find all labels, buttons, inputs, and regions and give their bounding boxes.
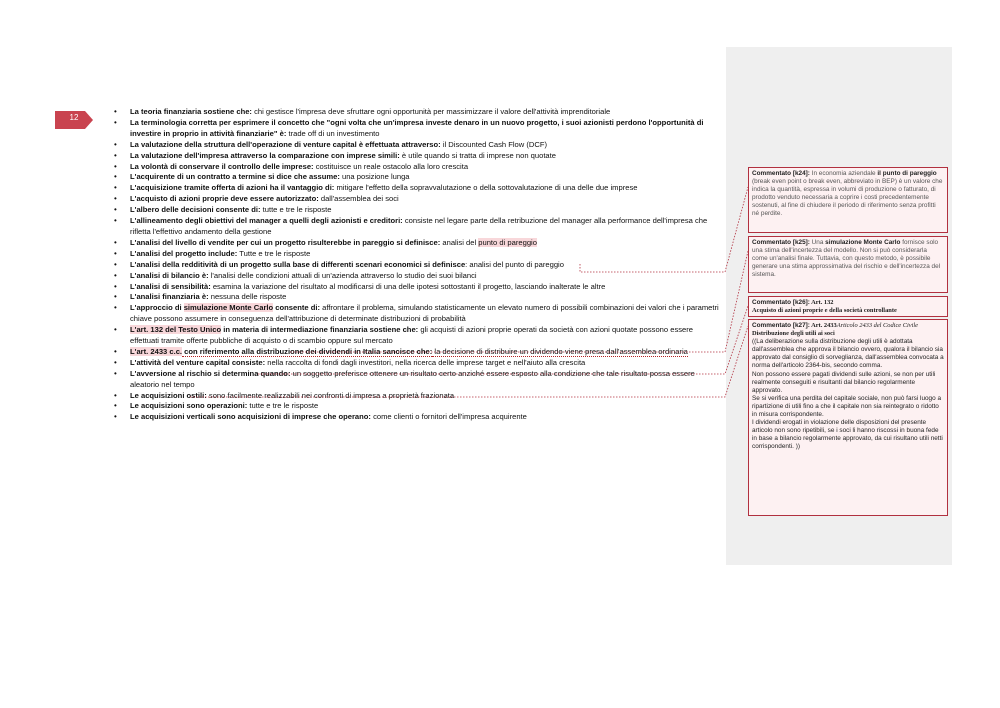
list-item: • Le acquisizioni ostili: sono facilmente realizzabili nei confronti di impresa a proprietà frazionata [114, 391, 720, 402]
list-item: • L'analisi del livello di vendite per cui un progetto risulterebbe in pareggio si definisce: analisi del punto di pareggio [114, 238, 720, 249]
list-item: • L'analisi della redditività di un progetto sulla base di differenti scenari economici si definisce: analisi del punto di pareggio [114, 260, 720, 271]
comment-k26[interactable]: Commentato [k26]: Art. 132 Acquisto di azioni proprie e della società controllante [748, 296, 948, 317]
comment-anchor-k27[interactable]: L'art. 2433 c.c. [130, 346, 183, 356]
list-item: • L'acquirente di un contratto a termine si dice che assume: una posizione lunga [114, 172, 720, 183]
list-item: • L'acquisto di azioni proprie deve essere autorizzato: dall'assemblea dei soci [114, 194, 720, 205]
list-item: • L'analisi finanziaria è: nessuna delle risposte [114, 292, 720, 303]
list-item: • Le acquisizioni sono operazioni: tutte e tre le risposte [114, 401, 720, 412]
list-item: • L'approccio di simulazione Monte Carlo consente di: affrontare il problema, simulando statisticamente un elevato numero di possibili combinazioni dei valori che i parametri chiave possono assumere in conseguenza dell'attribuzione di determinate distribuzioni di probabilità [114, 303, 720, 325]
comment-anchor-k25[interactable]: simulazione Monte Carlo [183, 303, 274, 313]
page-number: 12 [69, 113, 79, 122]
comment-anchor-k26[interactable]: L'art. 132 del Testo Unico [130, 325, 222, 335]
list-item: • La volontà di conservare il controllo delle imprese: costituisce un reale ostacolo alla loro crescita [114, 162, 720, 173]
list-item: • La valutazione dell'impresa attraverso la comparazione con imprese simili: è utile quando si tratta di imprese non quotate [114, 151, 720, 162]
comment-k27[interactable]: Commentato [k27]: Art. 2433Articolo 2433 del Codice Civile Distribuzione degli utili ai soci ((La deliberazione sulla distribuzione degli utili è adottata dall'assemblea che approva il bilancio ovvero, qualora il bilancio sia approvato dal consiglio di sorveglianza, dall'assemblea convocata a norma dell'articolo 2364-bis, secondo comma. Non possono essere pagati dividendi sulle azioni, se non per utili realmente conseguiti e risultanti dal bilancio regolarmente approvato. Se si verifica una perdita del capitale sociale, non può farsi luogo a ripartizione di utili fino a che il capitale non sia reintegrato o ridotto in misura corrispondente. I dividendi erogati in violazione delle disposizioni del presente articolo non sono ripetibili, se i soci li hanno riscossi in buona fede in base a bilancio regolarmente approvato, da cui risultano utili netti corrispondenti. )) [748, 319, 948, 516]
comment-k24[interactable]: Commentato [k24]: In economia aziendale il punto di pareggio (break even point o break even, abbreviato in BEP) è un valore che indica la quantità, espressa in volumi di produzione o fatturato, di prodotto venduto necessaria a coprire i costi precedentemente sostenuti, al fine di chiudere il periodo di riferimento senza profitti né perdite. [748, 167, 948, 233]
page-number-badge [55, 110, 99, 130]
answer-list [114, 107, 720, 423]
comment-anchor-k24[interactable]: punto di pareggio [478, 237, 537, 247]
list-item: • L'avversione al rischio si determina quando: un soggetto preferisce ottenere un risultato certo anziché essere esposto alla condizione che tale risultato possa essere aleatorio nel tempo [114, 369, 720, 391]
list-item: • La valutazione della struttura dell'operazione di venture capital è effettuata attraverso: il Discounted Cash Flow (DCF) [114, 140, 720, 151]
comment-k25[interactable]: Commentato [k25]: Una simulazione Monte Carlo fornisce solo una stima dell'incertezza del modello. Non si può considerarla come un'analisi finale. Tuttavia, con questo metodo, è possibile generare una stima approssimativa del rischio e dell'incertezza del sistema. [748, 236, 948, 293]
list-item: • L'attività del venture capital consiste: nella raccolta di fondi dagli investitori, nella ricerca delle imprese target e nell'aiuto alla crescita [114, 358, 720, 369]
list-item: • L'art. 132 del Testo Unico in materia di intermediazione finanziaria sostiene che: gli acquisti di azioni proprie operati da società con azioni quotate possono essere effettuati tramite offerte pubbliche di acquisto o di scambio oppure sul mercato [114, 325, 720, 347]
list-item: • L'art. 2433 c.c. con riferimento alla distribuzione dei dividendi in Italia sancisce che: la decisione di distribuire un dividendo viene presa dall'assemblea ordinaria [114, 347, 720, 358]
list-item: • L'analisi del progetto include: Tutte e tre le risposte [114, 249, 720, 260]
list-item: • La teoria finanziaria sostiene che: chi gestisce l'impresa deve sfruttare ogni opportunità per massimizzare il valore dell'attività imprenditoriale [114, 107, 720, 118]
list-item: • L'allineamento degli obiettivi del manager a quelli degli azionisti e creditori: consiste nel legare parte della retribuzione del manager alla performance dell'impresa che rifletta l'effettivo andamento della gestione [114, 216, 720, 238]
list-item: • L'albero delle decisioni consente di: tutte e tre le risposte [114, 205, 720, 216]
list-item: • L'analisi di sensibilità: esamina la variazione del risultato al modificarsi di una delle ipotesi sottostanti il progetto, lasciando inalterate le altre [114, 282, 720, 293]
list-item: • L'analisi di bilancio è: l'analisi delle condizioni attuali di un'azienda attraverso lo studio dei suoi bilanci [114, 271, 720, 282]
list-item: • L'acquisizione tramite offerta di azioni ha il vantaggio di: mitigare l'effetto della sopravvalutazione o della sottovalutazione di una delle due imprese [114, 183, 720, 194]
list-item: • La terminologia corretta per esprimere il concetto che "ogni volta che un'impresa investe denaro in un nuovo progetto, i suoi azionisti perdono l'opportunità di investire in proprio in attività finanziarie" è: trade off di un investimento [114, 118, 720, 140]
list-item: • Le acquisizioni verticali sono acquisizioni di imprese che operano: come clienti o fornitori dell'impresa acquirente [114, 412, 720, 423]
